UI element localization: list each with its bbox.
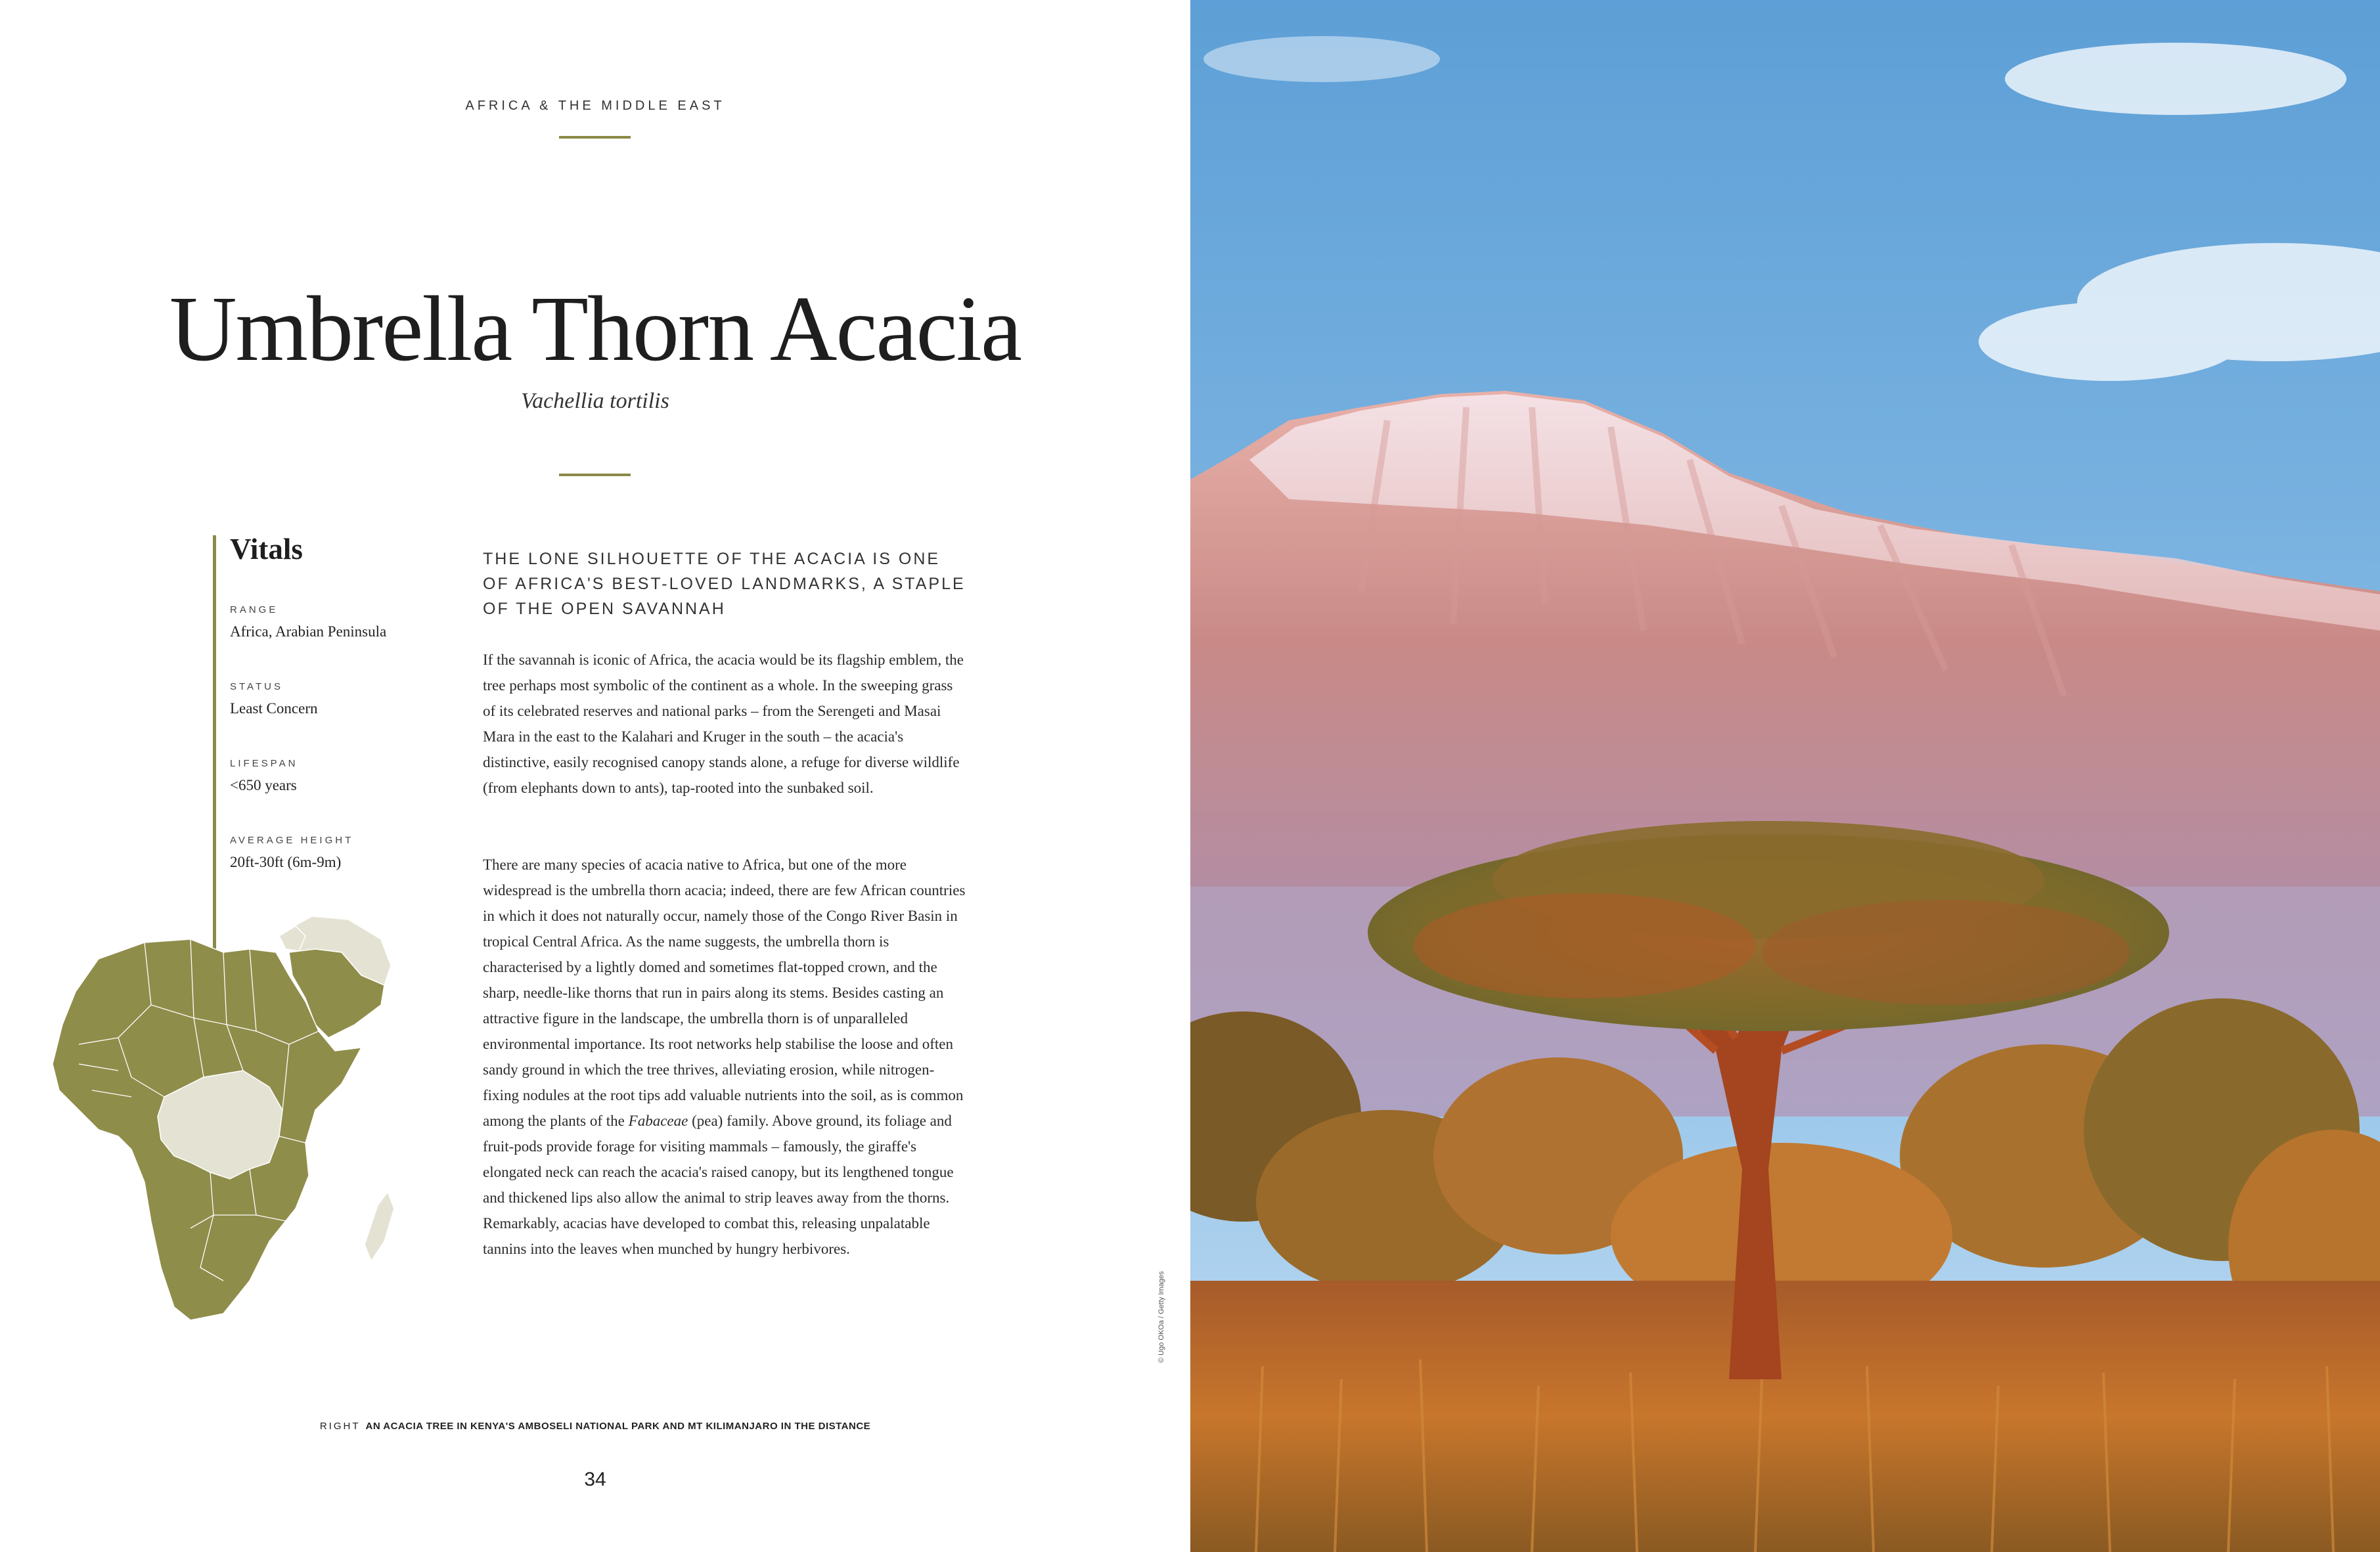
vital-label: AVERAGE HEIGHT [230, 835, 354, 846]
paragraph-text: There are many species of acacia native to Africa, but one of the more widespread is the umbrella thorn acacia; indeed, there are few African countries in which it does not naturally occur, namely those of the Congo River Basin in tropical Central Africa. As the name suggests, the umbrella thorn is characterised by a lightly domed and sometimes flat-topped crown, and the sharp, needle-like thorns that run in pairs along its stems. Besides casting an attractive figure in the landscape, the umbrella thorn is of unparalleled environmental importance. Its root networks help stabilise the loose and often sandy ground in which the tree thrives, alleviating erosion, while nitrogen-fixing nodules at the root tips add valuable nutrients into the soil, as is common among the plants of the [483, 856, 966, 1129]
latin-name: Vachellia tortilis [521, 389, 669, 413]
landscape-photo [1190, 0, 2380, 1552]
vital-label: RANGE [230, 604, 279, 615]
lede: THE LONE SILHOUETTE OF THE ACACIA IS ONE OF AFRICA'S BEST-LOVED LANDMARKS, A STAPLE OF THE OPEN SAVANNAH [483, 550, 966, 618]
paragraph [483, 852, 969, 1262]
photo-caption [0, 1421, 1190, 1432]
range-map [53, 913, 447, 1333]
vital-value: 20ft-30ft (6m-9m) [230, 854, 342, 870]
vital-value: Least Concern [230, 700, 318, 717]
page-title: Umbrella Thorn Acacia [169, 277, 1021, 380]
page-number: 34 [584, 1469, 606, 1490]
title-divider [559, 474, 631, 476]
paragraph: If the savannah is iconic of Africa, the acacia would be its flagship emblem, the tree perhaps most symbolic of the continent as a whole. In the sweeping grass of its celebrated reserves and national parks – from the Serengeti and Masai Mara in the east to the Kalahari and Kruger in the south – the acacia's distinctive, easily recognised canopy stands alone, a refuge for diverse wildlife (from elephants down to ants), tap-rooted into the sunbaked soil. [483, 652, 964, 796]
vital-value: <650 years [230, 777, 297, 793]
family-name: Fabaceae [628, 1113, 688, 1129]
vital-range [230, 604, 386, 640]
vital-lifespan [230, 758, 298, 794]
body-paragraph-1 [483, 647, 969, 801]
vital-label: STATUS [230, 681, 283, 692]
paragraph-text: (pea) family. Above ground, its foliage and fruit-pods provide forage for visiting mammals – famously, the giraffe's elongated neck can reach the acacia's raised canopy, but its lengthened tongue and thickened lips also allow the animal to strip leaves away from the thorns. Remarkably, acacias have developed to combat this, releasing unpalatable tannins into the leaves when munched by hungry herbivores. [483, 1113, 954, 1257]
vitals-bar [213, 535, 216, 959]
vital-value: Africa, Arabian Peninsula [230, 623, 387, 640]
photo-illustration [1190, 0, 2380, 1552]
caption-keyword: RIGHT [319, 1421, 361, 1432]
body-paragraph-2 [483, 852, 969, 1262]
photo-credit: © Ugo OKOa / Getty Images [1157, 1271, 1165, 1363]
vital-height [230, 835, 353, 871]
vital-label: LIFESPAN [230, 758, 298, 769]
vital-status [230, 681, 317, 717]
savannah-ground [1190, 1281, 2380, 1552]
section-label: AFRICA & THE MIDDLE EAST [465, 99, 725, 113]
section-divider [559, 136, 631, 139]
vitals-heading: Vitals [230, 533, 303, 565]
map-madagascar [365, 1192, 394, 1261]
caption-text: AN ACACIA TREE IN KENYA'S AMBOSELI NATIONAL PARK AND MT KILIMANJARO IN THE DISTANCE [365, 1421, 871, 1432]
